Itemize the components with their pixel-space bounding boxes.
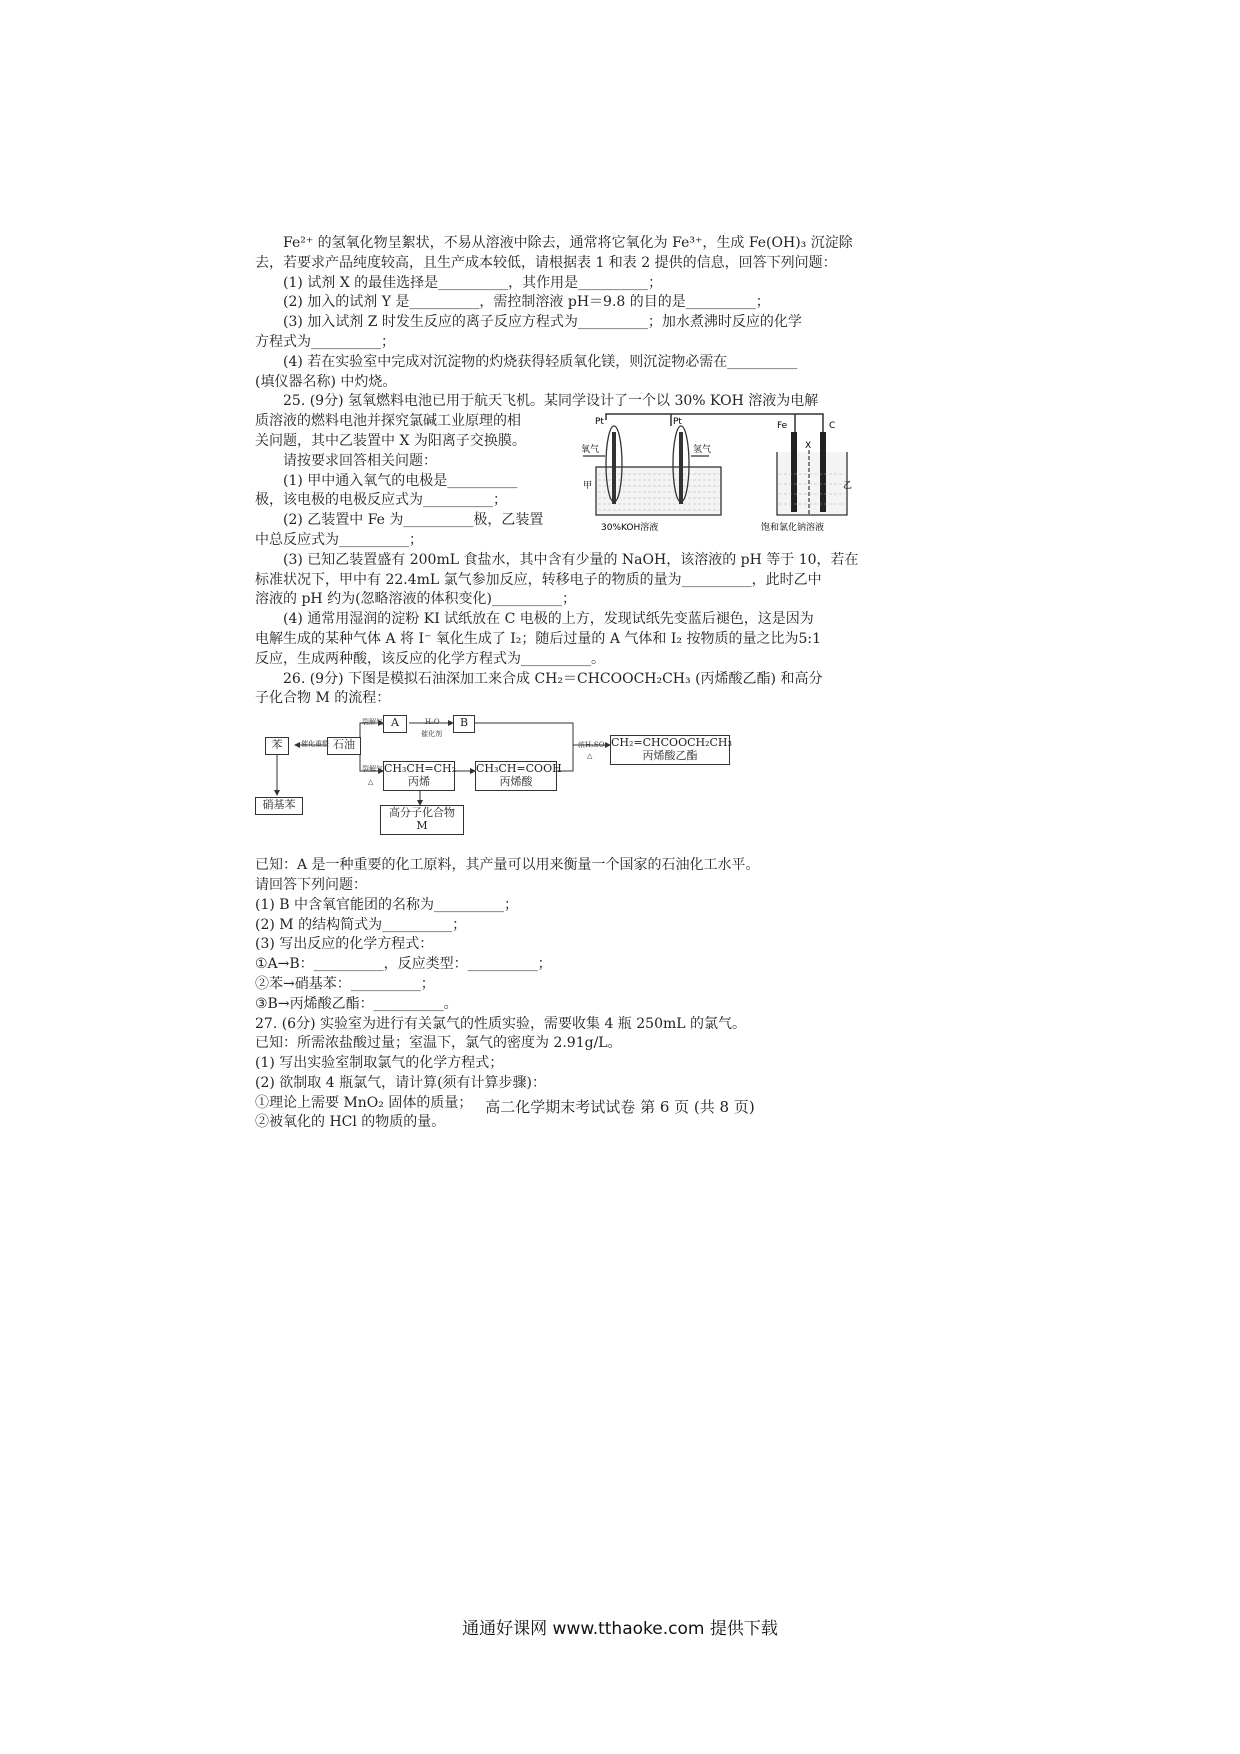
synthesis-flowchart <box>262 715 851 850</box>
text-line: 已知：所需浓盐酸过量；室温下，氯气的密度为 2.91g/L。 <box>255 1035 622 1052</box>
text-line: (2) 欲制取 4 瓶氯气，请计算(须有计算步骤)： <box>255 1074 547 1091</box>
text-line: 溶液的 pH 约为(忽略溶液的体积变化)__________； <box>255 591 576 608</box>
a-box: A <box>383 715 407 733</box>
text-line: 质溶液的燃料电池并探究氯碱工业原理的相 <box>255 413 521 430</box>
text-line: (1) B 中含氧官能团的名称为__________； <box>255 896 519 913</box>
exam-content <box>255 234 859 1133</box>
h2so4-label: 浓H₂SO₄ <box>578 741 608 750</box>
koh-label: 30%KOH溶液 <box>601 523 659 534</box>
benzene-box: 苯 <box>265 737 289 755</box>
text-line: (填仪器名称) 中灼烧。 <box>255 373 397 390</box>
acid-name: 丙烯酸 <box>499 775 533 789</box>
page-footer: 高二化学期末考试试卷 第 6 页 (共 8 页) <box>485 1098 755 1116</box>
x-label: X <box>805 441 812 452</box>
hydrogen-label: 氢气 <box>693 445 712 456</box>
text-line: ②苯→硝基苯：__________； <box>255 975 435 992</box>
question-25-title: 25. (9分) 氢氧燃料电池已用于航天飞机。某同学设计了一个以 30% KOH 溶液为电解 <box>283 393 819 410</box>
pt-label: Pt <box>673 417 682 428</box>
polymer-m: M <box>416 819 428 833</box>
heat-label: △ <box>587 752 593 761</box>
text-line: (3) 写出反应的化学方程式： <box>255 936 434 953</box>
ester-formula: CH₂=CHCOOCH₂CH₃ <box>611 736 732 750</box>
propene-box <box>383 761 455 791</box>
text-line: ①理论上需要 MnO₂ 固体的质量； <box>255 1094 473 1111</box>
text-line: 极，该电极的电极反应式为__________； <box>255 492 507 509</box>
ester-name: 丙烯酸乙酯 <box>642 749 698 763</box>
text-line: ②被氧化的 HCl 的物质的量。 <box>255 1114 446 1131</box>
text-line: (3) 加入试剂 Z 时发生反应的离子反应方程式为__________；加水煮沸时反应的化学 <box>283 314 802 331</box>
pt-label: Pt <box>595 417 604 428</box>
text-line: (1) 试剂 X 的最佳选择是__________，其作用是__________； <box>283 274 663 291</box>
text-line: 电解生成的某种气体 A 将 I⁻ 氧化生成了 I₂；随后过量的 A 气体和 I₂ 按物质的量之比为5:1 <box>255 630 822 647</box>
text-line: (1) 写出实验室制取氯气的化学方程式； <box>255 1055 504 1072</box>
text-line: 请回答下列问题： <box>255 876 367 893</box>
text-line: 方程式为__________； <box>255 333 395 350</box>
ester-box <box>610 735 730 765</box>
polymer-box <box>380 805 464 835</box>
propene-name: 丙烯 <box>408 775 430 789</box>
text-line: ①A→B：__________，反应类型：__________； <box>255 956 552 973</box>
question-26-title: 26. (9分) 下图是模拟石油深加工来合成 CH₂＝CHCOOCH₂CH₃ (丙烯酸乙酯) 和高分 <box>283 670 823 687</box>
acid-formula: CH₃CH=COOH <box>476 762 562 776</box>
electrolysis-diagram <box>581 412 851 534</box>
text-line: (4) 通常用湿润的淀粉 KI 试纸放在 C 电极的上方，发现试纸先变蓝后褪色，这是因为 <box>283 611 814 628</box>
b-box: B <box>453 715 475 733</box>
crack-label: 裂解气 <box>362 718 383 727</box>
text-line: (2) 加入的试剂 Y 是__________，需控制溶液 pH＝9.8 的目的是__________； <box>283 294 770 311</box>
fe-label: Fe <box>777 421 788 432</box>
text-line: (4) 若在实验室中完成对沉淀物的灼烧获得轻质氧化镁，则沉淀物必需在__________ <box>283 353 798 370</box>
yi-label: 乙 <box>843 481 853 492</box>
polymer-name: 高分子化合物 <box>389 806 455 820</box>
text-line: 关问题，其中乙装置中 X 为阳离子交换膜。 <box>255 432 526 449</box>
text-line: (1) 甲中通入氧气的电极是__________ <box>283 472 518 489</box>
crack2-label: 裂解气 <box>362 765 383 774</box>
text-line: 反应，生成两种酸，该反应的化学方程式为__________。 <box>255 650 605 667</box>
c-label: C <box>829 421 836 432</box>
text-line: ③B→丙烯酸乙酯：__________。 <box>255 995 458 1012</box>
text-line: 请按要求回答相关问题： <box>283 452 437 469</box>
text-line: 子化合物 M 的流程： <box>255 690 391 707</box>
oil-box: 石油 <box>327 737 361 755</box>
text-line: 去，若要求产品纯度较高，且生产成本较低，请根据表 1 和表 2 提供的信息，回答下列问题： <box>255 254 837 271</box>
propene-formula: CH₃CH=CH₂ <box>384 762 457 776</box>
oxygen-label: 氧气 <box>581 445 600 456</box>
text-line: 标准状况下，甲中有 22.4mL 氯气参加反应，转移电子的物质的量为__________，此时乙中 <box>255 571 822 588</box>
text-line: (2) 乙装置中 Fe 为__________极，乙装置 <box>283 512 544 529</box>
catalyst2-label: 催化剂 <box>421 730 442 739</box>
jia-label: 甲 <box>583 481 593 492</box>
question-27-title: 27. (6分) 实验室为进行有关氯气的性质实验，需要收集 4 瓶 250mL 的氯气。 <box>255 1015 746 1032</box>
nitrobenzene-box: 硝基苯 <box>255 797 303 815</box>
text-line: 已知：A 是一种重要的化工原料，其产量可以用来衡量一个国家的石油化工水平。 <box>255 857 760 874</box>
catalyst-label: 催化重整 <box>301 740 329 749</box>
site-footer: 通通好课网 www.tthaoke.com 提供下载 <box>462 1619 778 1639</box>
text-line: (3) 已知乙装置盛有 200mL 食盐水，其中含有少量的 NaOH，该溶液的 pH 等于 10，若在 <box>283 551 859 568</box>
heat2-label: △ <box>368 778 374 787</box>
text-line: Fe²⁺ 的氢氧化物呈絮状，不易从溶液中除去，通常将它氧化为 Fe³⁺，生成 Fe(OH)₃ 沉淀除 <box>283 235 853 251</box>
text-line: 中总反应式为__________； <box>255 531 423 548</box>
acrylic-acid-box <box>475 761 562 791</box>
text-line: (2) M 的结构简式为__________； <box>255 916 467 933</box>
nacl-label: 饱和氯化钠溶液 <box>761 523 825 534</box>
water-label: H₂O <box>425 718 440 727</box>
